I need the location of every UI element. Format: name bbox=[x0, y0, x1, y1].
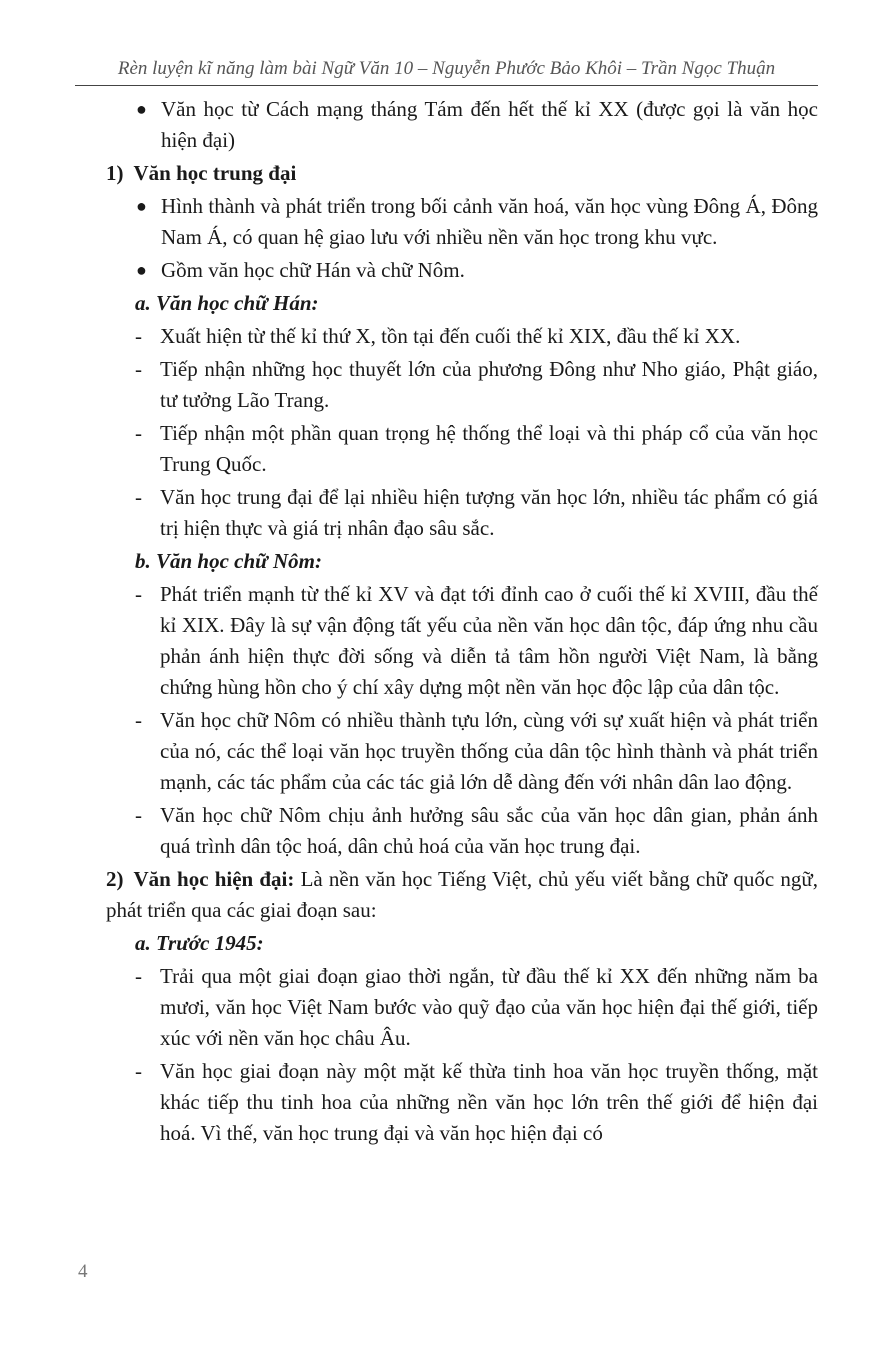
bullet-marker: ● bbox=[136, 99, 147, 119]
bullet-marker: ● bbox=[136, 196, 147, 216]
dash-text: Trải qua một giai đoạn giao thời ngắn, từ đầu thế kỉ XX đến những năm ba mươi, văn học Việt Nam bước vào quỹ đạo của văn học hiện đại thế giới, tiếp xúc với nền văn học châu Âu. bbox=[160, 964, 818, 1050]
section-heading bbox=[106, 864, 818, 926]
bullet-item bbox=[106, 255, 818, 286]
bullet-text: Văn học từ Cách mạng tháng Tám đến hết thế kỉ XX (được gọi là văn học hiện đại) bbox=[161, 97, 818, 152]
dash-marker: - bbox=[135, 708, 142, 732]
dash-text: Phát triển mạnh từ thế kỉ XV và đạt tới đỉnh cao ở cuối thế kỉ XVIII, đầu thế kỉ XIX. Đây là sự vận động tất yếu của nền văn học dân tộc, đáp ứng nhu cầu phản ánh hiện thực đời sống và diễn tả tâm hồn người Việt Nam, là bằng chứng hùng hồn cho ý chí xây dựng một nền văn học độc lập của dân tộc. bbox=[160, 582, 818, 699]
dash-marker: - bbox=[135, 485, 142, 509]
dash-marker: - bbox=[135, 582, 142, 606]
dash-item bbox=[106, 579, 818, 703]
bullet-item bbox=[106, 94, 818, 156]
subsection-heading: b. Văn học chữ Nôm: bbox=[135, 549, 323, 573]
dash-text: Tiếp nhận một phần quan trọng hệ thống thể loại và thi pháp cổ của văn học Trung Quốc. bbox=[160, 421, 818, 476]
page-number: 4 bbox=[78, 1261, 88, 1282]
dash-marker: - bbox=[135, 1059, 142, 1083]
dash-text: Văn học trung đại để lại nhiều hiện tượng văn học lớn, nhiều tác phẩm có giá trị hiện thực và giá trị nhân đạo sâu sắc. bbox=[160, 485, 818, 540]
dash-marker: - bbox=[135, 421, 142, 445]
bullet-item bbox=[106, 191, 818, 253]
section-title: Văn học hiện đại: bbox=[133, 867, 295, 891]
dash-item bbox=[106, 321, 818, 352]
dash-item bbox=[106, 800, 818, 862]
dash-marker: - bbox=[135, 357, 142, 381]
dash-item bbox=[106, 705, 818, 798]
subsection-heading: a. Trước 1945: bbox=[135, 931, 264, 955]
page-body bbox=[106, 94, 818, 1151]
section-title: Văn học trung đại bbox=[133, 161, 297, 185]
section-heading bbox=[106, 158, 818, 189]
bullet-text: Hình thành và phát triển trong bối cảnh văn hoá, văn học vùng Đông Á, Đông Nam Á, có quan hệ giao lưu với nhiều nền văn học trong khu vực. bbox=[161, 194, 818, 249]
dash-item bbox=[106, 418, 818, 480]
running-header: Rèn luyện kĩ năng làm bài Ngữ Văn 10 – Nguyễn Phước Bảo Khôi – Trần Ngọc Thuận bbox=[117, 58, 776, 79]
dash-text: Văn học giai đoạn này một mặt kế thừa tinh hoa văn học truyền thống, mặt khác tiếp thu tinh hoa của những nền văn học lớn trên thế giới để hiện đại hoá. Vì thế, văn học trung đại và văn học hiện đại có bbox=[160, 1059, 818, 1145]
dash-text: Văn học chữ Nôm có nhiều thành tựu lớn, cùng với sự xuất hiện và phát triển của nó, các thể loại văn học truyền thống của dân tộc hình thành và phát triển mạnh, các tác phẩm của các tác giả lớn dễ dàng đến với nhân dân lao động. bbox=[160, 708, 818, 794]
dash-text: Văn học chữ Nôm chịu ảnh hưởng sâu sắc của văn học dân gian, phản ánh quá trình dân tộc hoá, dân chủ hoá của văn học trung đại. bbox=[160, 803, 818, 858]
bullet-marker: ● bbox=[136, 260, 147, 280]
bullet-text: Gồm văn học chữ Hán và chữ Nôm. bbox=[161, 258, 465, 282]
section-intro: Là nền văn học Tiếng Việt, chủ yếu viết bằng chữ quốc ngữ, phát triển qua các giai đoạn sau: bbox=[106, 867, 818, 922]
header-divider bbox=[75, 85, 818, 86]
dash-item bbox=[106, 1056, 818, 1149]
dash-item bbox=[106, 354, 818, 416]
dash-marker: - bbox=[135, 324, 142, 348]
dash-marker: - bbox=[135, 964, 142, 988]
dash-item bbox=[106, 961, 818, 1054]
dash-text: Xuất hiện từ thế kỉ thứ X, tồn tại đến cuối thế kỉ XIX, đầu thế kỉ XX. bbox=[160, 324, 741, 348]
section-number: 1) bbox=[106, 161, 124, 185]
section-number: 2) bbox=[106, 867, 124, 891]
dash-item bbox=[106, 482, 818, 544]
dash-marker: - bbox=[135, 803, 142, 827]
subsection-heading: a. Văn học chữ Hán: bbox=[135, 291, 319, 315]
dash-text: Tiếp nhận những học thuyết lớn của phương Đông như Nho giáo, Phật giáo, tư tưởng Lão Trang. bbox=[160, 357, 818, 412]
